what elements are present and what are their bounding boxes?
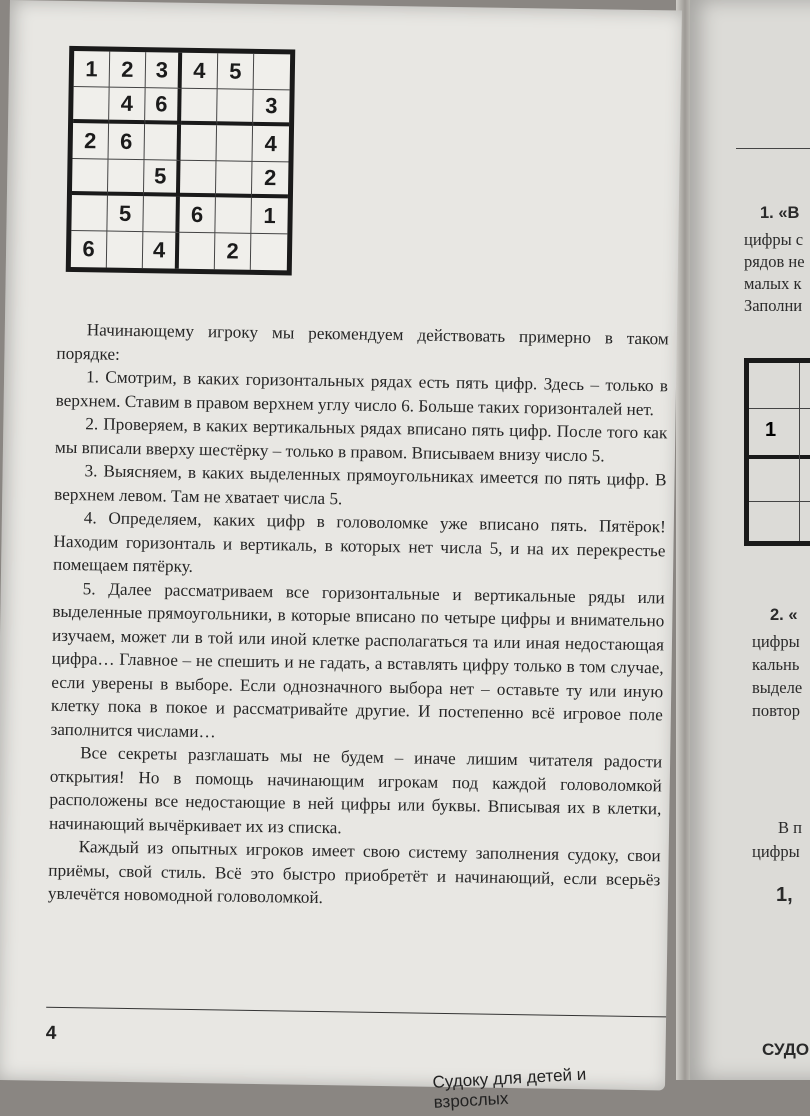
paragraph-step-5: 5. Далее рассматриваем все горизонтальные и вертикальные ряды или выделенные прямоугольники, в которые вписано по четыре цифры и внимательно изучаем, может ли в той или иной клетке располагаться та или иная недостающая цифра… Главное – не спешить и не гадать, а вставлять цифру только в том случае, если уверены в выборе. Если однозначного выбора нет – оставьте ту или иную клетку пока в покое и рассматривайте другие. И постепенно всё игровое поле заполнится числами… <box>50 578 665 741</box>
sudoku-cell <box>107 232 144 269</box>
sudoku-cell <box>254 54 291 91</box>
sudoku-cell <box>108 160 145 197</box>
sudoku-cell: 2 <box>215 233 252 270</box>
right-line-1: цифры с <box>744 230 804 249</box>
right-line-2: рядов не <box>744 252 805 271</box>
sudoku-cell: 3 <box>253 90 290 127</box>
sudoku-cell: 6 <box>145 88 182 125</box>
footer-rule <box>46 1007 666 1018</box>
sudoku-cell <box>71 195 108 232</box>
sudoku-cell: 2 <box>73 123 110 160</box>
sudoku-cell: 4 <box>252 126 289 163</box>
sudoku-cell <box>215 197 252 234</box>
paragraph-step-3: 3. Выясняем, в каких выделенных прямоугольниках имеется по пять цифр. В верхнем левом. Там не хватает числа 5. <box>54 461 667 508</box>
sudoku-cell: 2 <box>252 162 289 199</box>
sudoku-cell <box>72 159 109 196</box>
sudoku-cell: 5 <box>107 196 144 233</box>
sudoku-cell <box>216 161 253 198</box>
right-sudoku-grid <box>744 358 810 546</box>
paragraph-step-1: 1. Смотрим, в каких горизонтальных рядах есть пять цифр. Здесь – только в верхнем. Ставим в правом верхнем углу число 6. Больше таких горизонталей нет. <box>55 367 669 419</box>
right-heading-2: 2. « <box>770 606 798 624</box>
book-title: Судоку для детей и взрослых <box>432 1064 587 1112</box>
sudoku-cell <box>217 89 254 126</box>
right-line-11: 1, <box>776 884 793 906</box>
right-line-10: цифры <box>752 842 800 861</box>
body-text <box>48 318 669 915</box>
right-line-6: кальнь <box>752 655 800 674</box>
sudoku-cell: 4 <box>143 232 180 269</box>
sudoku-cell: 1 <box>74 51 111 88</box>
sudoku-cell: 2 <box>110 52 147 89</box>
sudoku-cell: 5 <box>144 160 181 197</box>
paragraph-step-2: 2. Проверяем, в каких вертикальных рядах вписано пять цифр. После того как мы вписали вверху шестёрку – только в правом. Вписываем внизу число 5. <box>54 414 668 465</box>
sudoku-cell: 1 <box>251 198 288 235</box>
sudoku-cell: 3 <box>146 52 183 89</box>
sudoku-cell <box>143 196 180 233</box>
sudoku-cell <box>251 234 288 271</box>
sudoku-cell <box>216 125 253 162</box>
sudoku-grid <box>66 46 296 276</box>
sudoku-cell: 4 <box>109 88 146 125</box>
sudoku-cell <box>145 124 182 161</box>
sudoku-cell: 5 <box>218 53 255 90</box>
sudoku-cell <box>181 89 218 126</box>
sudoku-cell: 4 <box>182 53 219 90</box>
sudoku-cell <box>73 87 110 124</box>
sudoku-cell: 6 <box>109 124 146 161</box>
right-page-rule <box>736 148 810 149</box>
page-number: 4 <box>45 1022 57 1044</box>
right-grid-cell: 1 <box>765 419 777 441</box>
paragraph-experienced: Каждый из опытных игроков имеет свою систему заполнения судоку, свои приёмы, свой стиль. Всё это быстро приобретёт и начинающий, если всерьёз увлечётся новомодной головоломкой. <box>47 837 661 908</box>
right-line-9: В п <box>778 818 802 837</box>
right-line-7: выделе <box>752 678 803 697</box>
paragraph-step-4: 4. Определяем, каких цифр в головоломке уже вписано пять. Пятёрок! Находим горизонталь и вертикаль, в которых нет числа 5, и на их перекрестье помещаем пятёрку. <box>52 508 666 576</box>
right-line-8: повтор <box>752 701 800 720</box>
sudoku-cell <box>180 125 217 162</box>
paragraph-intro: Начинающему игроку мы рекомендуем действовать примерно в таком порядке: <box>56 320 669 364</box>
right-line-5: цифры <box>752 632 800 651</box>
right-footer-fragment: СУДО <box>762 1040 810 1059</box>
right-line-4: Заполни <box>744 296 803 315</box>
sudoku-cell <box>180 161 217 198</box>
sudoku-cell <box>179 233 216 270</box>
paragraph-secrets: Все секреты разглашать мы не будем – иначе лишим читателя радости открытия! Но в помощь начинающим игрокам под каждой головоломкой расположены все недостающие в ней цифры или буквы. Вписывая их в клетки, начинающий вычёркивает их из списка. <box>48 743 663 837</box>
sudoku-cell: 6 <box>179 197 216 234</box>
right-heading-1: 1. «В <box>760 204 800 222</box>
right-line-3: малых к <box>744 274 802 293</box>
sudoku-cell: 6 <box>71 231 108 268</box>
